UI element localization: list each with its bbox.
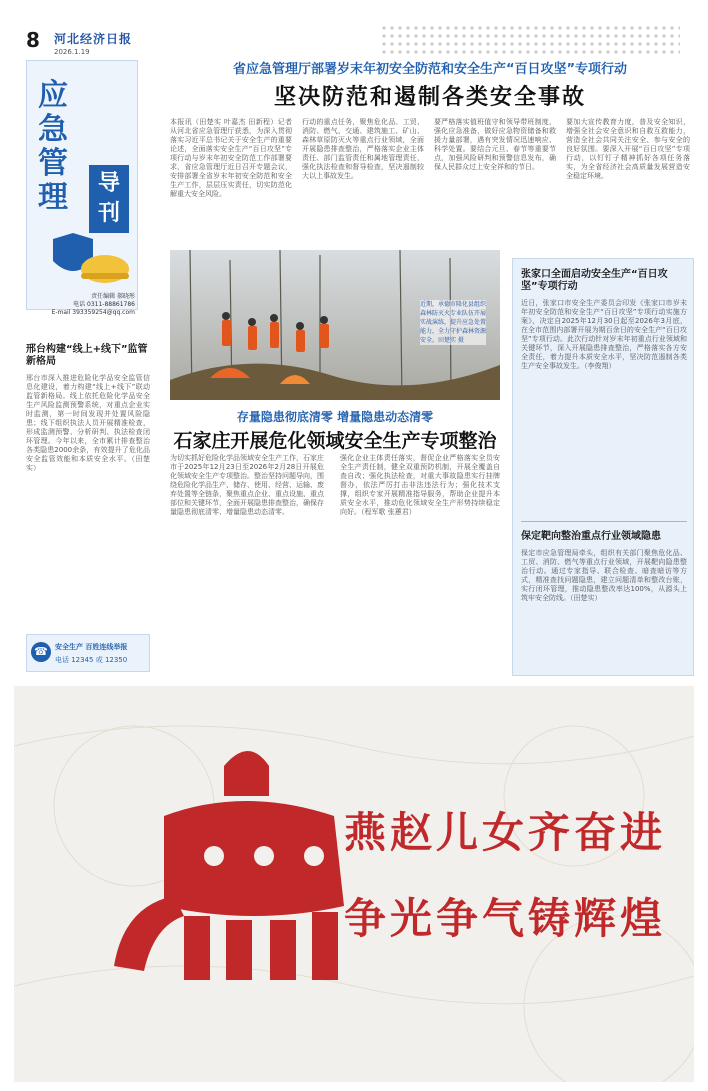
lead-col-4: 要加大宣传教育力度，普及安全知识，增强全社会安全意识和自救互救能力，营造全社会共同关注安全、参与安全的良好氛围。要深入开展“百日攻坚”专项行动，以钉钉子精神抓好各项任务落实，为全省经济社会高质量发展营造安全稳定环境。: [566, 118, 690, 180]
section-char: 管: [38, 146, 68, 181]
section-title: [33, 79, 73, 215]
hotline-title: 安全生产 百姓连线举报: [55, 643, 128, 651]
lead-subtitle: 省应急管理厅部署岁末年初安全防范和安全生产“百日攻坚”专项行动: [232, 62, 628, 77]
right-article-1-body: 近日，张家口市安全生产委员会印发《张家口市岁末年初安全防范和安全生产“百日攻坚”专项行动实施方案》，决定自2025年12月30日起至2026年3月底，在全市范围内部署开展为期百余日的安全生产“百日攻坚”专项行动。此次行动针对岁末年初重点行业领域和关键环节，深入开展隐患排查整治，严格落实各方安全责任，着力提升本质安全水平，坚决防范遏制各类生产安全事故发生。（李俊翔）: [521, 299, 687, 370]
middle-body-right: 强化企业主体责任落实，督促企业严格落实全员安全生产责任制，健全双重预防机制，开展全覆盖自查自改；强化执法检查，对重大事故隐患实行挂牌督办，依法严厉打击非法违法行为；强化技术支撑，组织专家开展精准指导服务，帮助企业提升本质安全水平，推动危化领域安全生产形势持续稳定向好。（程军歌 张蕙君）: [340, 454, 500, 516]
advertisement: [14, 686, 694, 1082]
slogan-line-2: 争光争气铸辉煌: [344, 894, 667, 943]
photo-caption: 近期，承德市隆化县组织森林防灭火专业队伍开展实战演练，提升应急处置能力，全力守护森林资源安全。田楚实 摄: [420, 301, 487, 344]
hotline-phones: 电话 12345 或 12350: [55, 656, 128, 664]
section-label: 导刊: [89, 165, 129, 233]
lead-col-2: 行动的重点任务，聚焦危化品、工贸、消防、燃气、交通、建筑施工、矿山、森林草原防灭火等重点行业领域，全面开展隐患排查整治，严格落实企业主体责任、部门监管责任和属地管理责任，强化执法检查和督导检查，坚决遏制较大以上事故发生。: [302, 118, 424, 180]
lead-col-1: 本报讯（田楚实 叶嘉杰 田新程）记者从河北省应急管理厅获悉，为深入贯彻落实习近平总书记关于安全生产的重要论述，全面落实安全生产“百日攻坚”专项行动与岁末年初安全防范工作部署要求，省应急管理厅近日召开专题会议，安排部署全省岁末年初安全防范和安全生产工作，层层压实责任，切实防范化解重大安全风险。: [170, 118, 292, 198]
right-sidebar: [512, 258, 694, 676]
editor-name: 责任编辑 郝晓彤: [91, 293, 135, 300]
middle-subtitle: 存量隐患彻底清零 增量隐患动态清零: [236, 410, 434, 424]
paper-name: 河北经济日报: [54, 32, 133, 46]
right-article-1-title: 张家口全面启动安全生产“百日攻坚”专项行动: [521, 269, 668, 292]
left-article-title: 邢台构建“线上+线下”监管新格局: [26, 344, 148, 367]
section-char: 理: [38, 180, 68, 215]
section-char: 急: [38, 112, 68, 147]
elephant-papercut-icon: [14, 686, 694, 1082]
left-article: [26, 344, 150, 642]
right-article-2-title: 保定靶向整治重点行业领域隐患: [521, 531, 661, 542]
hotline-box: [26, 634, 150, 672]
middle-title: 石家庄开展危化领域安全生产专项整治: [173, 430, 497, 452]
phone-icon: ☎: [31, 642, 51, 662]
slogan-line-1: 燕赵儿女齐奋进: [344, 808, 667, 857]
decorative-dots: [380, 24, 680, 54]
issue-date: 2026.1.19: [54, 48, 90, 56]
helmet-shield-icon: [33, 229, 133, 289]
lead-title: 坚决防范和遏制各类安全事故: [273, 84, 586, 110]
lead-body: [170, 118, 690, 244]
section-banner: [26, 60, 138, 316]
right-article-2-body: 保定市应急管理局牵头，组织有关部门聚焦危化品、工贸、消防、燃气等重点行业领域，开展靶向隐患整治行动。通过专家指导、联合检查、暗查暗访等方式，精准查找问题隐患，建立问题清单和整改台账，实行闭环管理，推动隐患整改率达100%，从源头上筑牢安全防线。（田楚实）: [521, 549, 687, 602]
masthead: [0, 0, 708, 58]
lead-col-3: 要严格落实值班值守和领导带班制度，强化应急准备，做好应急物资储备和救援力量部署，遇有突发情况迅速响应、科学处置。要结合元旦、春节等重要节点，加强风险研判和预警信息发布，确保人民群众过上安全祥和的节日。: [434, 118, 556, 171]
middle-body-left: 为切实抓好危险化学品领域安全生产工作，石家庄市于2025年12月23日至2026年2月28日开展危化领域安全生产专项整治。整治坚持问题导向，围绕危险化学品生产、储存、使用、经营、运输、废弃处置等全链条，聚焦重点企业、重点设施、重点部位和关键环节，全面开展隐患排查整治，确保存量隐患彻底清零、增量隐患动态清零。: [170, 454, 324, 516]
editor-phone: 电话 0311-88861786: [73, 301, 135, 308]
left-article-body: 邢台市深入推进危险化学品安全监管信息化建设，着力构建“线上+线下”联动监管新格局。线上依托危险化学品安全生产风险监测预警系统，对重点企业实时监测，第一时间发现并处置风险隐患；线下组织执法人员开展精准检查，形成监测预警、分析研判、执法检查闭环管理。今年以来，全市累计排查整治各类隐患2000余条，有效提升了危化品安全监管效能和本质安全水平。（田楚实）: [26, 374, 150, 472]
editor-email: E-mail 393359254@qq.com: [51, 309, 135, 316]
sidebar-divider: [521, 521, 687, 522]
section-char: 应: [38, 78, 68, 113]
page-number: 8: [26, 28, 40, 52]
editor-credits: [31, 293, 135, 317]
